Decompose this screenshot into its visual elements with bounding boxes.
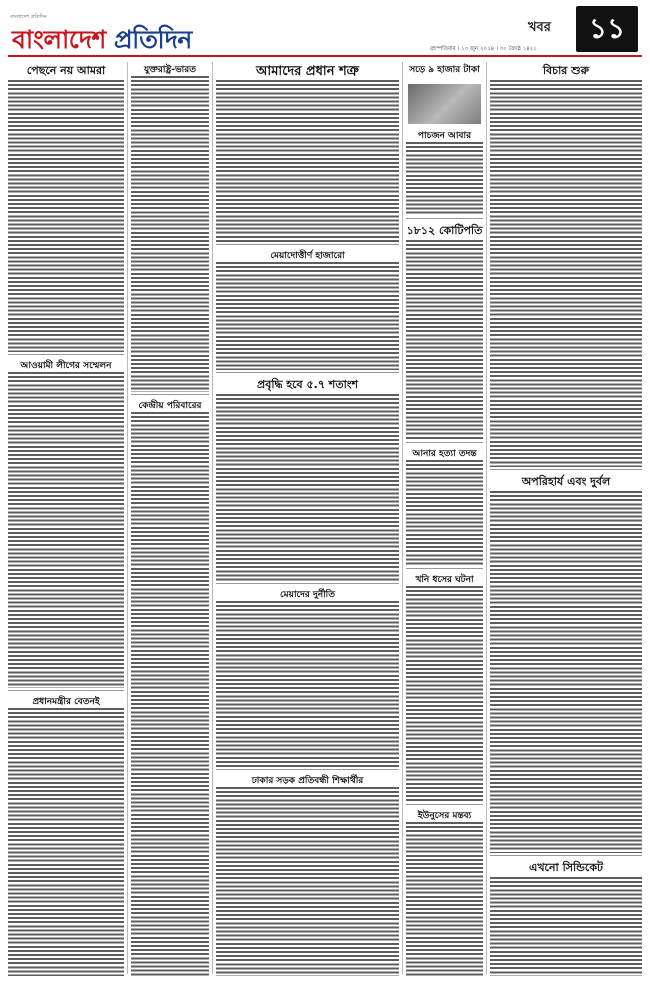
news-photo xyxy=(408,84,481,124)
article-col5-d[interactable] xyxy=(406,446,483,566)
column-rule xyxy=(486,62,487,974)
article-body xyxy=(406,460,483,566)
article-body xyxy=(216,601,399,767)
article-col2-mid[interactable] xyxy=(131,398,209,976)
headline: কেন্দ্রীয় পরিবারের xyxy=(138,401,202,411)
article-col5-c[interactable] xyxy=(406,222,483,440)
divider xyxy=(216,583,399,584)
logo-text-red: বাংলাদেশ xyxy=(12,25,106,54)
divider xyxy=(8,354,124,355)
article-body xyxy=(8,708,124,976)
divider xyxy=(406,442,483,443)
article-col1-mid[interactable] xyxy=(8,358,124,688)
article-body xyxy=(406,142,483,216)
headline: মেয়াদোত্তীর্ণ হাজারো xyxy=(270,251,345,261)
headline: অপরিহার্য এবং দুর্বল xyxy=(521,475,611,488)
article-body xyxy=(406,240,483,440)
headline: পাচজন আবার xyxy=(417,131,472,141)
article-col5-top[interactable] xyxy=(406,62,483,84)
article-body xyxy=(131,412,209,976)
article-body xyxy=(216,80,399,242)
divider xyxy=(406,804,483,805)
headline: এখনো সিন্ডিকেট xyxy=(528,861,604,874)
headline: বিচার শুরু xyxy=(542,64,590,77)
article-col5-f[interactable] xyxy=(406,808,483,976)
column-rule xyxy=(402,62,403,974)
column-rule xyxy=(127,62,128,974)
divider xyxy=(216,769,399,770)
logo-text-blue: প্রতিদিন xyxy=(105,25,192,54)
divider xyxy=(131,394,209,395)
article-col5-e[interactable] xyxy=(406,572,483,802)
headline: আনার হত্যা তদন্ত xyxy=(412,449,477,459)
headline: খনি ধসের ঘটনা xyxy=(415,575,474,585)
article-body xyxy=(490,491,642,853)
dateline: বৃহস্পতিবার । ১৩ জুন ২০১৪ । ৩০ জ্যৈষ্ঠ ১৪২১ xyxy=(430,46,537,52)
divider xyxy=(8,690,124,691)
article-right-mid[interactable] xyxy=(490,473,642,853)
article-growth[interactable] xyxy=(216,376,399,581)
headline: প্রধানমন্ত্রীর বেতনই xyxy=(32,697,100,707)
article-body xyxy=(131,76,209,392)
article-body xyxy=(216,787,399,976)
article-body xyxy=(8,372,124,688)
article-col2-top[interactable] xyxy=(131,62,209,392)
divider xyxy=(490,469,642,470)
headline: ইউনুসের মন্তব্য xyxy=(417,811,472,821)
article-right-low[interactable] xyxy=(490,859,642,976)
headline: ঢাকার সড়ক প্রতিবন্ধী শিক্ষার্থীর xyxy=(251,776,364,786)
divider xyxy=(216,244,399,245)
article-body xyxy=(406,586,483,802)
article-body xyxy=(490,877,642,976)
headline: প্রবৃদ্ধি হবে ৫.৭ শতাংশ xyxy=(256,378,359,391)
divider xyxy=(406,568,483,569)
article-lead-sub[interactable] xyxy=(216,248,399,370)
headline: সড়ে ৯ হাজার টাকা xyxy=(409,65,480,75)
article-col1-top[interactable] xyxy=(8,62,124,352)
article-body xyxy=(8,80,124,352)
headline: মেয়াদের দুর্নীতি xyxy=(280,590,335,600)
article-lead[interactable] xyxy=(216,62,399,242)
article-body xyxy=(216,262,399,370)
logo-tagline: বাংলাদেশ প্রতিদিন xyxy=(10,14,47,20)
masthead-rule xyxy=(8,55,642,57)
article-center-c[interactable] xyxy=(216,773,399,976)
headline: আওয়ামী লীগের সম্মেলন xyxy=(20,361,112,371)
page-number: ১১ xyxy=(576,6,638,52)
masthead xyxy=(0,0,650,58)
article-body xyxy=(490,80,642,467)
article-col5-b[interactable] xyxy=(406,128,483,216)
section-title: খবর xyxy=(528,20,551,35)
article-col1-low[interactable] xyxy=(8,694,124,976)
article-right-top[interactable] xyxy=(490,62,642,467)
headline: ১৮১২ কোটিপতি xyxy=(406,224,483,237)
divider xyxy=(216,372,399,373)
headline: পেছনে নয় আমরা xyxy=(26,64,106,77)
divider xyxy=(490,855,642,856)
divider xyxy=(406,218,483,219)
column-rule xyxy=(212,62,213,974)
headline: যুক্তরাষ্ট্র-ভারত xyxy=(144,65,196,75)
article-body xyxy=(406,822,483,976)
article-body xyxy=(216,394,399,581)
article-center-b[interactable] xyxy=(216,587,399,767)
headline: আমাদের প্রধান শত্রু xyxy=(256,64,359,79)
